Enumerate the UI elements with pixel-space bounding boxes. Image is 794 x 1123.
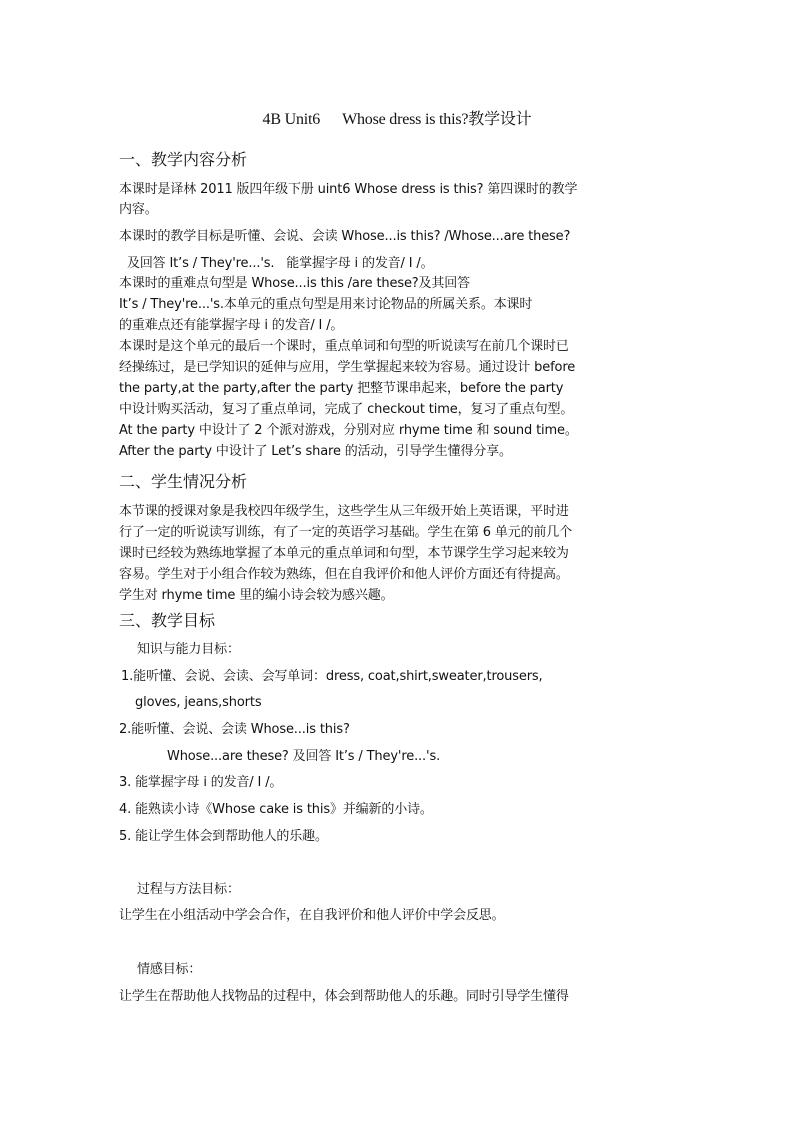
paragraph-line: 学生对 rhyme time 里的编小诗会较为感兴趣。 <box>119 588 394 603</box>
subheading-process-method: 过程与方法目标： <box>137 882 240 897</box>
subheading-knowledge-ability: 知识与能力目标： <box>137 642 240 657</box>
paragraph-line: 让学生在帮助他人找物品的过程中，体会到帮助他人的乐趣。同时引导学生懂得 <box>119 989 569 1004</box>
paragraph-line: 容易。学生对于小组合作较为熟练，但在自我评价和他人评价方面还有待提高。 <box>119 567 569 582</box>
paragraph-line: the party,at the party,after the party 把整节课串起来，before the party <box>119 381 564 396</box>
paragraph-line: 及回答 It’s / They're...'s. 能掌握字母 i 的发音/ I /。 <box>119 256 434 271</box>
objective-item: 1.能听懂、会说、会读、会写单词：dress, coat,shirt,sweater,trousers, <box>121 669 543 684</box>
section-heading-content-analysis: 一、教学内容分析 <box>119 150 248 169</box>
objective-item: Whose...are these? 及回答 It’s / They're...'s. <box>167 749 441 764</box>
paragraph-line: 让学生在小组活动中学会合作，在自我评价和他人评价中学会反思。 <box>119 908 505 923</box>
paragraph-line: 行了一定的听说读写训练，有了一定的英语学习基础。学生在第 6 单元的前几个 <box>119 525 572 540</box>
document-title <box>0 106 794 129</box>
paragraph-line: 本课时的重难点句型是 Whose...is this /are these?及其回答 <box>119 276 470 291</box>
paragraph-line: 本节课的授课对象是我校四年级学生，这些学生从三年级开始上英语课，平时进 <box>119 504 569 519</box>
subheading-emotion: 情感目标： <box>137 962 202 977</box>
objective-item: 2.能听懂、会说、会读 Whose...is this? <box>119 722 350 737</box>
paragraph-line: 本课时的教学目标是听懂、会说、会读 Whose...is this? /Whose...are these? <box>119 229 571 244</box>
section-heading-student-analysis: 二、学生情况分析 <box>119 472 248 491</box>
title-unit: 4B Unit6 <box>262 111 321 128</box>
paragraph-line: At the party 中设计了 2 个派对游戏，分别对应 rhyme time 和 sound time。 <box>119 423 578 438</box>
objective-item: 4. 能熟读小诗《Whose cake is this》并编新的小诗。 <box>119 802 433 817</box>
paragraph-line: 本课时是这个单元的最后一个课时，重点单词和句型的听说读写在前几个课时已 <box>119 339 569 354</box>
paragraph-line: 本课时是译林 2011 版四年级下册 uint6 Whose dress is this? 第四课时的教学 <box>119 182 578 197</box>
paragraph-line: 的重难点还有能掌握字母 i 的发音/ I /。 <box>119 318 344 333</box>
objective-item: gloves, jeans,shorts <box>135 695 262 710</box>
paragraph-line: After the party 中设计了 Let’s share 的活动，引导学生懂得分享。 <box>119 444 512 459</box>
paragraph-line: 经操练过，是已学知识的延伸与应用，学生掌握起来较为容易。通过设计 before <box>119 360 576 375</box>
title-topic: Whose dress is this?教学设计 <box>342 111 532 128</box>
paragraph-line: It’s / They're...'s.本单元的重点句型是用来讨论物品的所属关系。本课时 <box>119 297 533 312</box>
paragraph-line: 内容。 <box>119 202 158 217</box>
objective-item: 3. 能掌握字母 i 的发音/ I /。 <box>119 775 283 790</box>
section-heading-teaching-objectives: 三、教学目标 <box>119 611 216 630</box>
objective-item: 5. 能让学生体会到帮助他人的乐趣。 <box>119 829 328 844</box>
paragraph-line: 中设计购买活动，复习了重点单词，完成了 checkout time，复习了重点句型。 <box>119 402 574 417</box>
paragraph-line: 课时已经较为熟练地掌握了本单元的重点单词和句型，本节课学生学习起来较为 <box>119 546 569 561</box>
